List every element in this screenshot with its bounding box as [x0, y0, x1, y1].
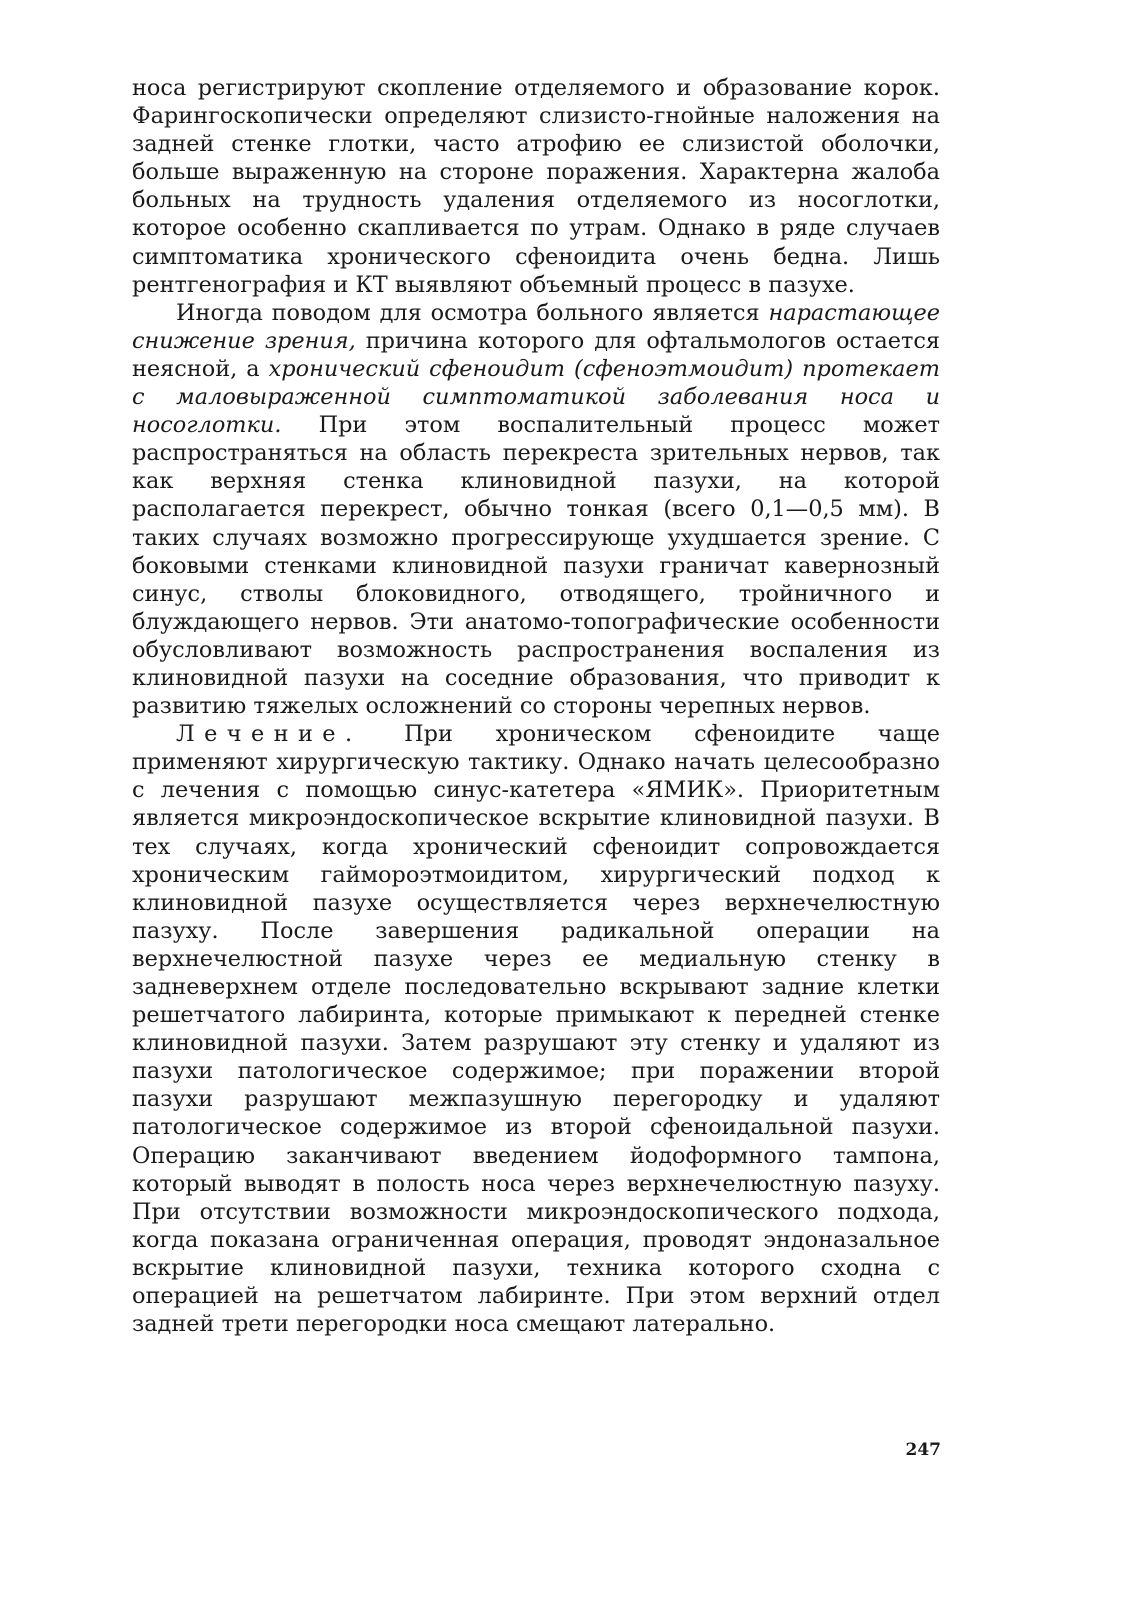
- section-heading-treatment: Лечение.: [176, 721, 362, 748]
- text-run: При этом воспалительный процесс может распространяться на область перекреста зрительных нервов, так как верхняя стенка клиновидной пазухи, на которой располагается перекрест, обычно тонкая (всего 0,1—0,5 мм). В таких случаях возможно прогрессирующе ухудшается зрение. С боковыми стенками клиновидной пазухи граничат кавернозный синус, стволы блоковидного, отводящего, тройничного и блуждающего нервов. Эти анатомо-топографические особенности обусловливают возможность распространения воспаления из клиновидной пазухи на соседние образования, что приводит к развитию тяжелых осложнений со стороны черепных нервов.: [132, 412, 940, 720]
- paragraph-vision: [132, 299, 940, 720]
- emphasis-text: хронический сфеноидит (сфеноэтмоидит) протекает с маловыраженной симптоматикой заболевания носа и носоглотки.: [132, 355, 941, 439]
- text-run: При хроническом сфеноидите чаще применяют хирургическую тактику. Однако начать целесообразно с лечения с помощью синус-катетера «ЯМИК». Приоритетным является микроэндоскопическое вскрытие клиновидной пазухи. В тех случаях, когда хронический сфеноидит сопровождается хроническим гаймороэтмоидитом, хирургический подход к клиновидной пазухе осуществляется через верхнечелюстную пазуху. После завершения радикальной операции на верхнечелюстной пазухе через ее медиальную стенку в задневерхнем отделе последовательно вскрывают задние клетки решетчатого лабиринта, которые примыкают к передней стенке клиновидной пазухи. Затем разрушают эту стенку и удаляют из пазухи патологическое содержимое; при поражении второй пазухи разрушают межпазушную перегородку и удаляют патологическое содержимое из второй сфеноидальной пазухи. Операцию заканчивают введением йодоформного тампона, который выводят в полость носа через верхнечелюстную пазуху. При отсутствии возможности микроэндоскопического подхода, когда показана ограниченная операция, проводят эндоназальное вскрытие клиновидной пазухи, техника которого сходна с операцией на решетчатом лабиринте. При этом верхний отдел задней трети перегородки носа смещают латерально.: [132, 721, 940, 1338]
- paragraph-treatment: [132, 720, 940, 1338]
- text-run: носа регистрируют скопление отделяемого и образование корок. Фарингоскопически определяют слизисто-гнойные наложения на задней стенке глотки, часто атрофию ее слизистой оболочки, больше выраженную на стороне поражения. Характерна жалоба больных на трудность удаления отделяемого из носоглотки, которое особенно скапливается по утрам. Однако в ряде случаев симптоматика хронического сфеноидита очень бедна. Лишь рентгенография и КТ выявляют объемный процесс в пазухе.: [132, 75, 940, 298]
- emphasis-text: нарастающее снижение зрения,: [132, 299, 940, 354]
- text-run: причина которого для офтальмологов остается неясной, а: [132, 327, 940, 382]
- text-run: Иногда поводом для осмотра больного является: [176, 299, 769, 326]
- paragraph-symptoms: [132, 74, 940, 299]
- body-text: [132, 74, 940, 1338]
- page-number: 247: [905, 1440, 941, 1460]
